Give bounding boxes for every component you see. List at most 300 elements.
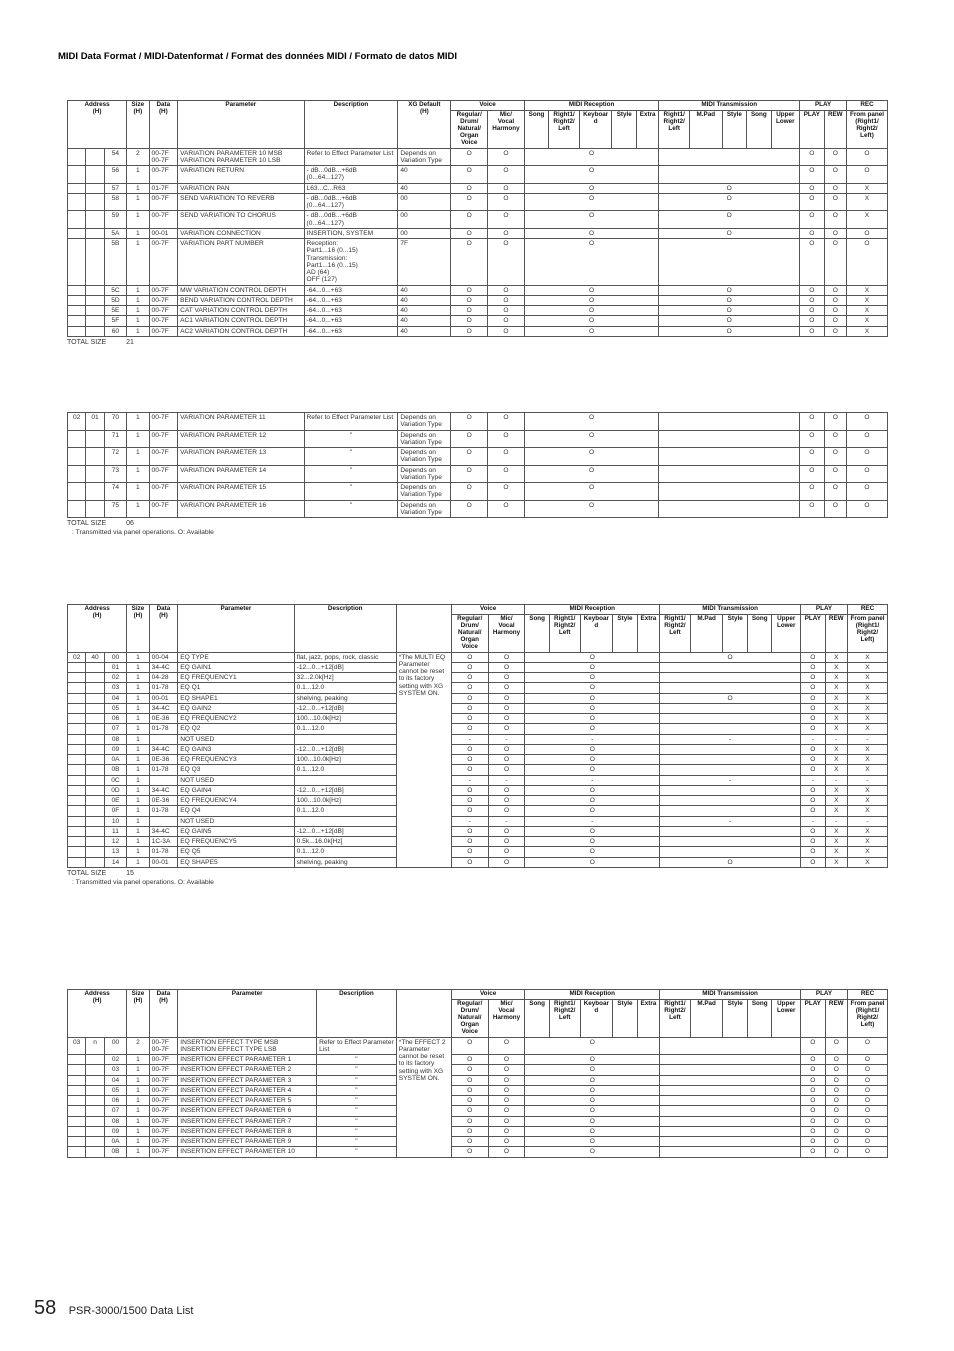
data-range-cell: 01-78 bbox=[149, 683, 178, 693]
voice-mic-cell: O bbox=[488, 1037, 525, 1055]
play-cell: O bbox=[801, 683, 826, 693]
table-row bbox=[68, 148, 888, 166]
voice-mic-cell: O bbox=[488, 724, 525, 734]
address-high bbox=[68, 755, 86, 765]
rec-cell: O bbox=[847, 148, 888, 166]
table-row bbox=[68, 652, 888, 662]
address-low: 00 bbox=[104, 1037, 126, 1055]
voice-regular-cell: O bbox=[451, 500, 488, 518]
variation-parameter-table bbox=[67, 100, 888, 337]
address-high bbox=[68, 1065, 86, 1075]
address-low: 0E bbox=[104, 796, 126, 806]
address-low: 11 bbox=[104, 826, 126, 836]
page-footer bbox=[34, 1297, 193, 1320]
total-size-value: 15 bbox=[126, 869, 134, 877]
xg-default-header: XG Default (H) bbox=[398, 101, 451, 149]
midi-transmission-cell bbox=[659, 483, 800, 501]
sub-header: Song bbox=[525, 614, 550, 652]
midi-reception-header: MIDI Reception bbox=[525, 990, 660, 1000]
address-high bbox=[68, 430, 86, 448]
table-row bbox=[68, 816, 888, 826]
address-low: 00 bbox=[104, 652, 126, 662]
address-mid bbox=[86, 806, 104, 816]
address-high bbox=[68, 744, 86, 754]
table-row bbox=[68, 796, 888, 806]
total-size-label: TOTAL SIZE bbox=[67, 338, 107, 346]
voice-regular-cell: O bbox=[451, 193, 488, 211]
voice-mic-cell: O bbox=[488, 285, 525, 295]
size-cell: 1 bbox=[127, 693, 149, 703]
play-header: PLAY bbox=[801, 605, 848, 615]
midi-transmission-cell bbox=[660, 755, 801, 765]
sub-header: Song bbox=[747, 614, 772, 652]
voice-regular-cell: O bbox=[451, 662, 488, 672]
play-cell: O bbox=[801, 785, 826, 795]
voice-regular-cell: O bbox=[451, 1096, 488, 1106]
address-low: 5F bbox=[104, 316, 126, 326]
rec-cell: X bbox=[848, 693, 888, 703]
voice-mic-cell: O bbox=[488, 228, 525, 238]
parameter-cell: VARIATION PARAMETER 16 bbox=[178, 500, 304, 518]
rew-cell: O bbox=[825, 1147, 847, 1157]
size-cell: 1 bbox=[127, 228, 149, 238]
multi-eq-table bbox=[67, 604, 888, 868]
xg-default-cell: 40 bbox=[398, 306, 451, 316]
data-range-cell bbox=[149, 816, 178, 826]
table-row bbox=[68, 285, 888, 295]
address-low: 0A bbox=[104, 1137, 126, 1147]
table-row bbox=[68, 465, 888, 483]
play-cell: O bbox=[800, 285, 824, 295]
parameter-cell: VARIATION CONNECTION bbox=[178, 228, 304, 238]
midi-transmission-cell bbox=[660, 724, 801, 734]
voice-regular-cell: O bbox=[451, 211, 488, 229]
parameter-cell: INSERTION EFFECT PARAMETER 9 bbox=[178, 1137, 317, 1147]
address-low: 5B bbox=[104, 239, 126, 286]
voice-regular-cell: O bbox=[451, 1126, 488, 1136]
address-low: 02 bbox=[104, 1055, 126, 1065]
size-cell: 1 bbox=[127, 785, 149, 795]
data-range-cell: 00-7F bbox=[149, 1106, 178, 1116]
address-low: 01 bbox=[104, 662, 126, 672]
address-high: 02 bbox=[68, 652, 86, 662]
address-high bbox=[68, 228, 86, 238]
table-row bbox=[68, 703, 888, 713]
data-range-cell: 00-7F bbox=[149, 166, 178, 184]
parameter-header: Parameter bbox=[178, 101, 304, 149]
data-range-cell: 34-4C bbox=[149, 662, 178, 672]
rew-cell: O bbox=[824, 430, 846, 448]
rec-cell: O bbox=[847, 1096, 887, 1106]
description-cell: 0.1...12.0 bbox=[294, 724, 396, 734]
rec-header: REC bbox=[847, 101, 888, 111]
rew-cell: O bbox=[825, 1137, 847, 1147]
sub-header: Right1/ Right2/ Left bbox=[660, 999, 691, 1037]
xg-default-cell: Depends on Variation Type bbox=[398, 483, 451, 501]
table-row bbox=[68, 847, 888, 857]
parameter-cell: EQ Q4 bbox=[178, 806, 294, 816]
play-cell: O bbox=[801, 837, 826, 847]
midi-reception-cell: O bbox=[525, 1126, 660, 1136]
sub-header: Keyboard bbox=[579, 110, 612, 148]
voice-mic-cell: O bbox=[488, 239, 525, 286]
play-cell: O bbox=[801, 1106, 826, 1116]
address-low: 14 bbox=[104, 857, 126, 867]
rec-cell: O bbox=[847, 1065, 887, 1075]
address-low: 60 bbox=[104, 326, 126, 336]
address-low: 12 bbox=[104, 837, 126, 847]
midi-transmission-cell: - bbox=[660, 734, 801, 744]
voice-mic-cell: O bbox=[488, 483, 525, 501]
sub-header: REW bbox=[825, 614, 847, 652]
data-range-cell: 00-7F bbox=[149, 1085, 178, 1095]
play-cell: O bbox=[801, 703, 826, 713]
midi-reception-cell: O bbox=[524, 211, 659, 229]
midi-transmission-cell bbox=[660, 1147, 801, 1157]
table-row bbox=[68, 430, 888, 448]
size-cell: 1 bbox=[127, 775, 149, 785]
midi-transmission-cell bbox=[660, 673, 801, 683]
rew-cell: X bbox=[825, 796, 847, 806]
parameter-cell: VARIATION PARAMETER 12 bbox=[178, 430, 304, 448]
voice-mic-cell: O bbox=[488, 673, 525, 683]
parameter-cell: EQ FREQUENCY3 bbox=[178, 755, 294, 765]
multi-eq-table-block bbox=[67, 604, 888, 886]
voice-regular-cell: O bbox=[451, 239, 488, 286]
data-range-cell: 00-7F bbox=[149, 1116, 178, 1126]
rec-cell: O bbox=[847, 1055, 887, 1065]
midi-reception-cell: O bbox=[525, 1085, 660, 1095]
address-mid bbox=[86, 662, 104, 672]
play-cell: O bbox=[800, 500, 824, 518]
total-size-label: TOTAL SIZE bbox=[67, 869, 107, 877]
size-cell: 1 bbox=[127, 703, 149, 713]
rew-cell: O bbox=[824, 285, 846, 295]
midi-transmission-cell bbox=[659, 413, 800, 431]
variation-table-block bbox=[67, 100, 888, 346]
voice-mic-cell: O bbox=[488, 652, 525, 662]
voice-regular-cell: O bbox=[451, 724, 488, 734]
play-cell: O bbox=[800, 483, 824, 501]
parameter-cell: EQ SHAPE5 bbox=[178, 857, 294, 867]
data-range-cell: 00-01 bbox=[149, 228, 178, 238]
sub-header: Right1/ Right2/ Left bbox=[549, 614, 580, 652]
rew-cell: O bbox=[825, 1116, 847, 1126]
parameter-cell: NOT USED bbox=[178, 775, 294, 785]
address-low: 07 bbox=[104, 1106, 126, 1116]
midi-transmission-cell: - bbox=[660, 816, 801, 826]
description-cell: INSERTION, SYSTEM bbox=[304, 228, 398, 238]
voice-regular-cell: O bbox=[451, 228, 488, 238]
midi-reception-cell: O bbox=[525, 1137, 660, 1147]
address-low: 05 bbox=[104, 1085, 126, 1095]
size-cell: 1 bbox=[127, 724, 149, 734]
play-cell: O bbox=[800, 306, 824, 316]
size-cell: 1 bbox=[127, 734, 149, 744]
xg-default-cell: 40 bbox=[398, 285, 451, 295]
parameter-cell: VARIATION PARAMETER 10 MSB VARIATION PARAMETER 10 LSB bbox=[178, 148, 304, 166]
address-mid bbox=[86, 785, 104, 795]
size-cell: 1 bbox=[127, 166, 149, 184]
description-cell: -64...0...+63 bbox=[304, 326, 398, 336]
rec-cell: O bbox=[847, 1085, 887, 1095]
address-low: 0F bbox=[104, 806, 126, 816]
address-high bbox=[68, 847, 86, 857]
table-row bbox=[68, 448, 888, 466]
address-mid bbox=[86, 193, 104, 211]
xg-default-cell: Depends on Variation Type bbox=[398, 413, 451, 431]
midi-transmission-cell bbox=[660, 662, 801, 672]
midi-transmission-cell bbox=[659, 465, 800, 483]
address-mid bbox=[86, 847, 104, 857]
rec-cell: X bbox=[848, 662, 888, 672]
address-mid: n bbox=[86, 1037, 104, 1055]
midi-transmission-cell: O bbox=[660, 652, 801, 662]
address-low: 70 bbox=[104, 413, 126, 431]
midi-reception-cell: - bbox=[525, 816, 660, 826]
voice-mic-cell: O bbox=[488, 1055, 525, 1065]
data-range-cell: 00-7F bbox=[149, 316, 178, 326]
address-mid bbox=[86, 826, 104, 836]
sub-header: M.Pad bbox=[690, 999, 723, 1037]
address-low: 5A bbox=[104, 228, 126, 238]
xg-default-cell: Depends on Variation Type bbox=[398, 148, 451, 166]
rec-cell: O bbox=[847, 239, 888, 286]
rec-cell: X bbox=[847, 295, 888, 305]
midi-transmission-cell bbox=[660, 1075, 801, 1085]
rec-header: REC bbox=[848, 605, 888, 615]
data-range-cell bbox=[149, 734, 178, 744]
rew-cell: O bbox=[825, 1096, 847, 1106]
address-mid: 40 bbox=[86, 652, 104, 662]
rew-cell: O bbox=[824, 211, 846, 229]
midi-reception-cell: O bbox=[525, 837, 660, 847]
parameter-cell: VARIATION PAN bbox=[178, 183, 304, 193]
midi-reception-cell: O bbox=[525, 693, 660, 703]
voice-header: Voice bbox=[451, 605, 525, 615]
address-low: 73 bbox=[104, 465, 126, 483]
rec-cell: X bbox=[847, 211, 888, 229]
xg-default-cell: Depends on Variation Type bbox=[398, 448, 451, 466]
data-range-cell: 00-7F bbox=[149, 211, 178, 229]
size-cell: 1 bbox=[127, 1126, 149, 1136]
midi-reception-cell: O bbox=[524, 183, 659, 193]
voice-regular-cell: O bbox=[451, 652, 488, 662]
sub-header: Mic/ Vocal Harmony bbox=[488, 614, 525, 652]
voice-mic-cell: O bbox=[488, 837, 525, 847]
total-size-line bbox=[67, 520, 888, 527]
rew-cell: - bbox=[825, 816, 847, 826]
parameter-cell: EQ FREQUENCY5 bbox=[178, 837, 294, 847]
table-row bbox=[68, 857, 888, 867]
size-cell: 1 bbox=[127, 857, 149, 867]
play-cell: O bbox=[801, 673, 826, 683]
voice-mic-cell: O bbox=[488, 693, 525, 703]
description-cell: Refer to Effect Parameter List bbox=[304, 413, 398, 431]
data-range-cell: 34-4C bbox=[149, 826, 178, 836]
rew-cell: O bbox=[824, 295, 846, 305]
size-cell: 1 bbox=[127, 1085, 149, 1095]
parameter-cell: INSERTION EFFECT PARAMETER 2 bbox=[178, 1065, 317, 1075]
voice-mic-cell: O bbox=[488, 500, 525, 518]
play-cell: O bbox=[800, 148, 824, 166]
voice-mic-cell: O bbox=[488, 683, 525, 693]
play-cell: O bbox=[801, 826, 826, 836]
description-cell: Reception: Part1...16 (0...15) Transmission: Part1...16 (0...15) AD (64) OFF (127) bbox=[304, 239, 398, 286]
rew-cell: X bbox=[825, 806, 847, 816]
size-cell: 1 bbox=[127, 1096, 149, 1106]
play-cell: O bbox=[800, 316, 824, 326]
table-row bbox=[68, 316, 888, 326]
xg-default-note: *The EFFECT 2 Parameter cannot be reset to its factory setting with XG SYSTEM ON. bbox=[396, 1037, 451, 1157]
parameter-cell: AC1 VARIATION CONTROL DEPTH bbox=[178, 316, 304, 326]
midi-transmission-header: MIDI Transmission bbox=[659, 101, 800, 111]
description-cell: 100...10.0k[Hz] bbox=[294, 714, 396, 724]
address-high bbox=[68, 662, 86, 672]
play-cell: O bbox=[801, 847, 826, 857]
size-cell: 1 bbox=[127, 847, 149, 857]
midi-reception-cell: O bbox=[525, 1075, 660, 1085]
sub-header: Style bbox=[723, 614, 748, 652]
description-cell: Refer to Effect Parameter List bbox=[304, 148, 398, 166]
midi-transmission-header: MIDI Transmission bbox=[660, 605, 801, 615]
rew-cell: O bbox=[824, 239, 846, 286]
rec-cell: X bbox=[848, 785, 888, 795]
table-row bbox=[68, 837, 888, 847]
midi-transmission-cell bbox=[660, 826, 801, 836]
data-header: Data (H) bbox=[149, 990, 178, 1038]
rew-cell: X bbox=[825, 744, 847, 754]
midi-transmission-cell bbox=[660, 765, 801, 775]
data-range-cell: 00-7F bbox=[149, 193, 178, 211]
sub-header: Song bbox=[524, 110, 548, 148]
size-cell: 1 bbox=[127, 1106, 149, 1116]
description-cell: -12...0...+12[dB] bbox=[294, 785, 396, 795]
voice-regular-cell: O bbox=[451, 430, 488, 448]
address-mid bbox=[86, 500, 104, 518]
description-cell: " bbox=[317, 1065, 397, 1075]
rew-cell: O bbox=[824, 448, 846, 466]
address-high bbox=[68, 306, 86, 316]
address-high bbox=[68, 326, 86, 336]
voice-regular-cell: O bbox=[451, 1065, 488, 1075]
address-high bbox=[68, 1055, 86, 1065]
table-row bbox=[68, 775, 888, 785]
address-mid bbox=[86, 714, 104, 724]
address-high bbox=[68, 316, 86, 326]
rec-cell: X bbox=[847, 326, 888, 336]
sub-header: Song bbox=[525, 999, 550, 1037]
description-cell: " bbox=[317, 1096, 397, 1106]
xg-default-cell: 00 bbox=[398, 193, 451, 211]
voice-mic-cell: O bbox=[488, 1116, 525, 1126]
voice-regular-cell: O bbox=[451, 806, 488, 816]
page-title: MIDI Data Format / MIDI-Datenformat / Format des données MIDI / Formato de datos MIDI bbox=[58, 51, 458, 62]
rew-cell: X bbox=[825, 724, 847, 734]
play-cell: O bbox=[800, 448, 824, 466]
rec-cell: X bbox=[847, 193, 888, 211]
address-high bbox=[68, 683, 86, 693]
size-cell: 1 bbox=[127, 193, 149, 211]
description-cell: shelving, peaking bbox=[294, 857, 396, 867]
data-range-cell: 04-28 bbox=[149, 673, 178, 683]
voice-mic-cell: O bbox=[488, 703, 525, 713]
table-row bbox=[68, 734, 888, 744]
address-low: 54 bbox=[104, 148, 126, 166]
address-low: 0B bbox=[104, 765, 126, 775]
description-cell: " bbox=[304, 448, 398, 466]
parameter-cell: INSERTION EFFECT PARAMETER 4 bbox=[178, 1085, 317, 1095]
size-cell: 1 bbox=[127, 837, 149, 847]
xg-default-note: *The MULTI EQ Parameter cannot be reset to its factory setting with XG SYSTEM ON. bbox=[396, 652, 451, 867]
parameter-cell: INSERTION EFFECT PARAMETER 1 bbox=[178, 1055, 317, 1065]
description-cell: -64...0...+63 bbox=[304, 285, 398, 295]
rec-cell: X bbox=[848, 755, 888, 765]
address-mid bbox=[86, 1116, 104, 1126]
address-high bbox=[68, 765, 86, 775]
voice-regular-cell: O bbox=[451, 465, 488, 483]
xg-default-cell: 40 bbox=[398, 326, 451, 336]
address-mid: 01 bbox=[86, 413, 104, 431]
address-high bbox=[68, 1147, 86, 1157]
rec-cell: X bbox=[848, 714, 888, 724]
legend-note: : Transmitted via panel operations. O: Available bbox=[72, 878, 214, 886]
size-cell: 1 bbox=[127, 1137, 149, 1147]
data-range-cell: 01-78 bbox=[149, 724, 178, 734]
parameter-header: Parameter bbox=[178, 605, 294, 653]
address-high bbox=[68, 1096, 86, 1106]
size-cell: 1 bbox=[127, 413, 149, 431]
size-cell: 1 bbox=[127, 1075, 149, 1085]
size-cell: 1 bbox=[127, 1055, 149, 1065]
play-cell: O bbox=[801, 1037, 826, 1055]
address-mid bbox=[86, 796, 104, 806]
address-high bbox=[68, 1085, 86, 1095]
size-cell: 1 bbox=[127, 683, 149, 693]
table-row bbox=[68, 295, 888, 305]
data-range-cell bbox=[149, 775, 178, 785]
data-range-cell: 0E-36 bbox=[149, 755, 178, 765]
parameter-cell: EQ FREQUENCY2 bbox=[178, 714, 294, 724]
data-range-cell: 00-7F bbox=[149, 306, 178, 316]
midi-transmission-cell bbox=[659, 500, 800, 518]
rew-cell: O bbox=[824, 228, 846, 238]
voice-mic-cell: O bbox=[488, 1096, 525, 1106]
address-header: Address (H) bbox=[68, 101, 127, 149]
sub-header: M.Pad bbox=[690, 614, 723, 652]
address-high bbox=[68, 295, 86, 305]
description-cell: -64...0...+63 bbox=[304, 306, 398, 316]
table-row bbox=[68, 500, 888, 518]
table-row bbox=[68, 326, 888, 336]
size-cell: 1 bbox=[127, 326, 149, 336]
midi-reception-cell: O bbox=[524, 239, 659, 286]
table-row bbox=[68, 1096, 888, 1106]
midi-reception-cell: O bbox=[524, 326, 659, 336]
data-range-cell: 00-7F bbox=[149, 413, 178, 431]
sub-header: Regular/ Drum/ Natural/ Organ Voice bbox=[451, 614, 488, 652]
midi-reception-header: MIDI Reception bbox=[525, 605, 660, 615]
midi-transmission-cell bbox=[660, 714, 801, 724]
table-row bbox=[68, 1106, 888, 1116]
size-cell: 1 bbox=[127, 662, 149, 672]
parameter-cell: INSERTION EFFECT TYPE MSB INSERTION EFFECT TYPE LSB bbox=[178, 1037, 317, 1055]
rec-cell: X bbox=[848, 703, 888, 713]
midi-reception-cell: O bbox=[524, 193, 659, 211]
midi-transmission-cell bbox=[660, 796, 801, 806]
table-row bbox=[68, 239, 888, 286]
play-cell: O bbox=[800, 295, 824, 305]
